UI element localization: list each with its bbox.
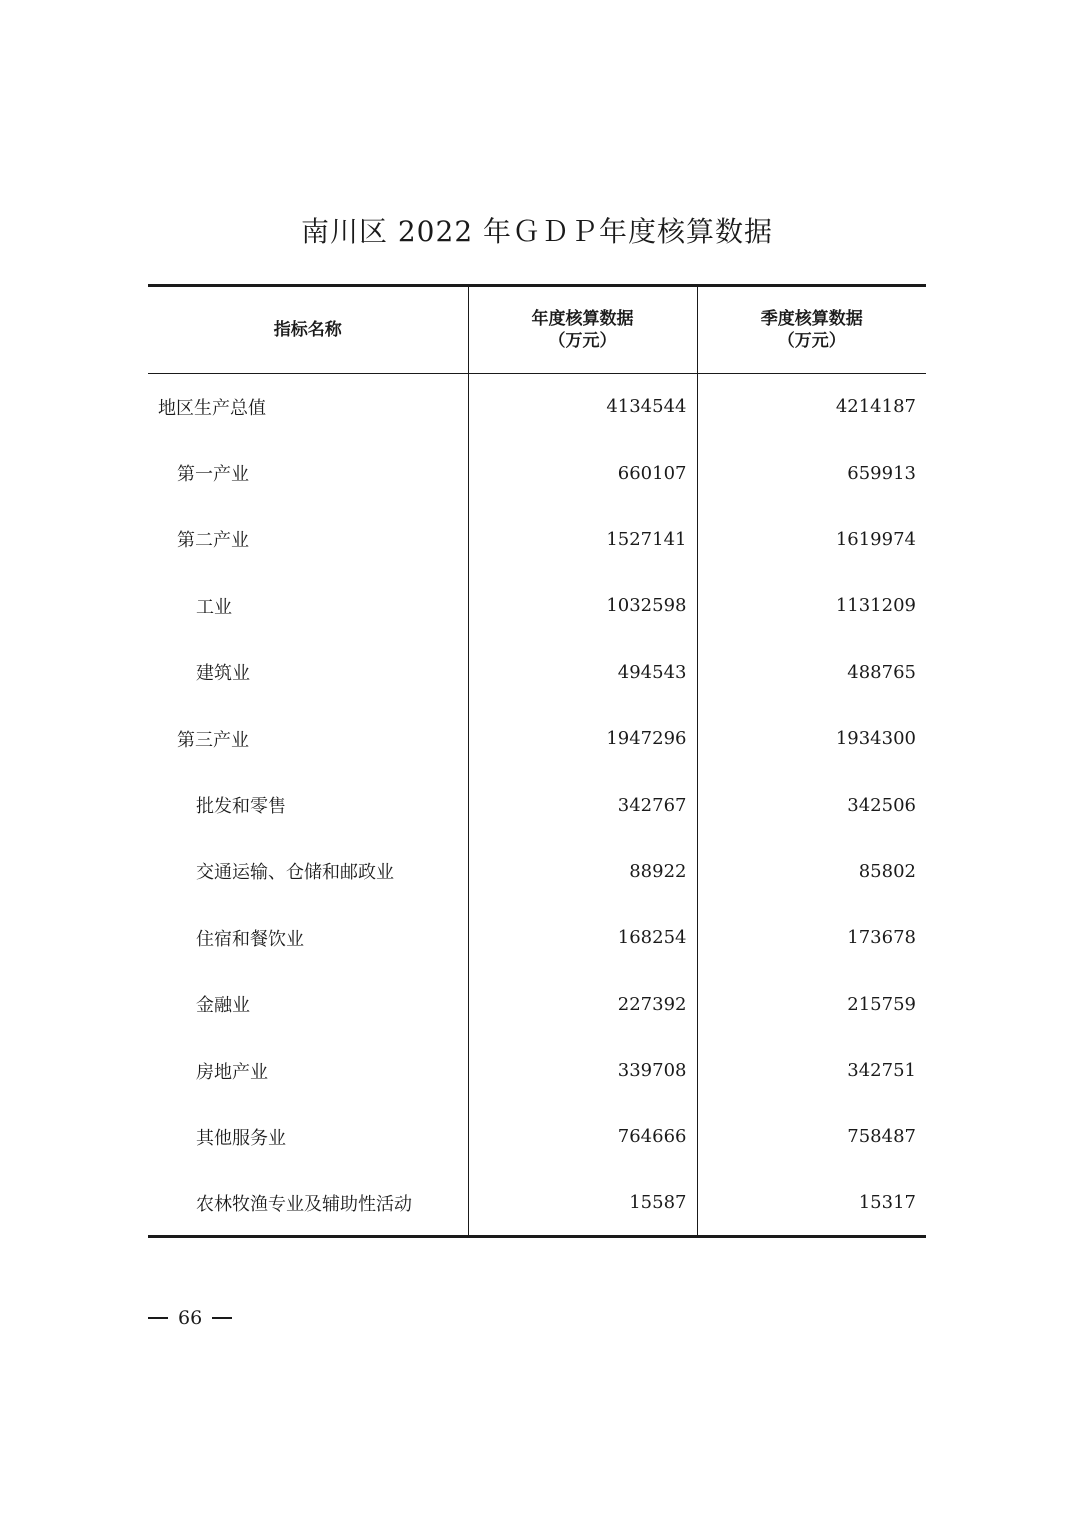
header-unit: （万元） xyxy=(548,331,617,351)
quarterly-value-cell: 215759 xyxy=(697,971,926,1037)
annual-value-cell: 1032598 xyxy=(468,573,697,639)
annual-value-cell: 168254 xyxy=(468,905,697,971)
indicator-name-cell: 地区生产总值 xyxy=(158,397,266,419)
indicator-name-cell: 房地产业 xyxy=(196,1061,268,1083)
indicator-name-cell: 第二产业 xyxy=(177,530,249,552)
table-row xyxy=(148,905,926,971)
table-row xyxy=(148,440,926,506)
dash-left xyxy=(148,1317,168,1319)
header-line: 年度核算数据 xyxy=(531,309,634,329)
table-header-row xyxy=(148,286,926,374)
quarterly-value-cell: 173678 xyxy=(697,905,926,971)
header-unit: （万元） xyxy=(777,331,846,351)
table-row xyxy=(148,1037,926,1103)
annual-value-cell: 1527141 xyxy=(468,506,697,572)
table-row xyxy=(148,1104,926,1170)
annual-value-cell: 1947296 xyxy=(468,705,697,771)
indicator-name-cell: 金融业 xyxy=(196,995,250,1017)
gdp-table xyxy=(148,284,926,1238)
header-indicator-name xyxy=(148,286,468,374)
quarterly-value-cell: 659913 xyxy=(697,440,926,506)
annual-value-cell: 88922 xyxy=(468,838,697,904)
table-row xyxy=(148,573,926,639)
indicator-name-cell: 建筑业 xyxy=(196,663,250,685)
quarterly-value-cell: 342751 xyxy=(697,1037,926,1103)
indicator-name-cell: 批发和零售 xyxy=(196,796,286,818)
annual-value-cell: 494543 xyxy=(468,639,697,705)
indicator-name-cell: 工业 xyxy=(196,596,232,618)
header-quarterly-data xyxy=(697,286,926,374)
indicator-name-cell: 交通运输、仓储和邮政业 xyxy=(196,862,394,884)
annual-value-cell: 764666 xyxy=(468,1104,697,1170)
quarterly-value-cell: 342506 xyxy=(697,772,926,838)
table-row xyxy=(148,705,926,771)
page-title: 南川区 2022 年ＧＤＰ年度核算数据 xyxy=(300,215,774,248)
header-line: 季度核算数据 xyxy=(760,309,863,329)
page-number: 66 xyxy=(178,1307,203,1329)
table-row xyxy=(148,1170,926,1236)
annual-value-cell: 339708 xyxy=(468,1037,697,1103)
indicator-name-cell: 其他服务业 xyxy=(196,1127,286,1149)
quarterly-value-cell: 1934300 xyxy=(697,705,926,771)
indicator-name-cell: 住宿和餐饮业 xyxy=(196,928,304,950)
dash-right xyxy=(212,1317,232,1319)
table-row xyxy=(148,838,926,904)
table-body xyxy=(148,374,926,1237)
annual-value-cell: 660107 xyxy=(468,440,697,506)
header-annual-data xyxy=(468,286,697,374)
annual-value-cell: 4134544 xyxy=(468,374,697,440)
page-footer xyxy=(148,1307,232,1329)
quarterly-value-cell: 4214187 xyxy=(697,374,926,440)
annual-value-cell: 227392 xyxy=(468,971,697,1037)
table-row xyxy=(148,772,926,838)
quarterly-value-cell: 85802 xyxy=(697,838,926,904)
quarterly-value-cell: 1131209 xyxy=(697,573,926,639)
table-row xyxy=(148,374,926,440)
quarterly-value-cell: 488765 xyxy=(697,639,926,705)
table-row xyxy=(148,506,926,572)
quarterly-value-cell: 15317 xyxy=(697,1170,926,1236)
header-line: 指标名称 xyxy=(273,320,342,340)
quarterly-value-cell: 1619974 xyxy=(697,506,926,572)
quarterly-value-cell: 758487 xyxy=(697,1104,926,1170)
annual-value-cell: 342767 xyxy=(468,772,697,838)
table-row xyxy=(148,971,926,1037)
annual-value-cell: 15587 xyxy=(468,1170,697,1236)
indicator-name-cell: 第一产业 xyxy=(177,464,249,486)
indicator-name-cell: 农林牧渔专业及辅助性活动 xyxy=(148,1170,468,1236)
table-row xyxy=(148,639,926,705)
indicator-name-cell: 第三产业 xyxy=(177,729,249,751)
